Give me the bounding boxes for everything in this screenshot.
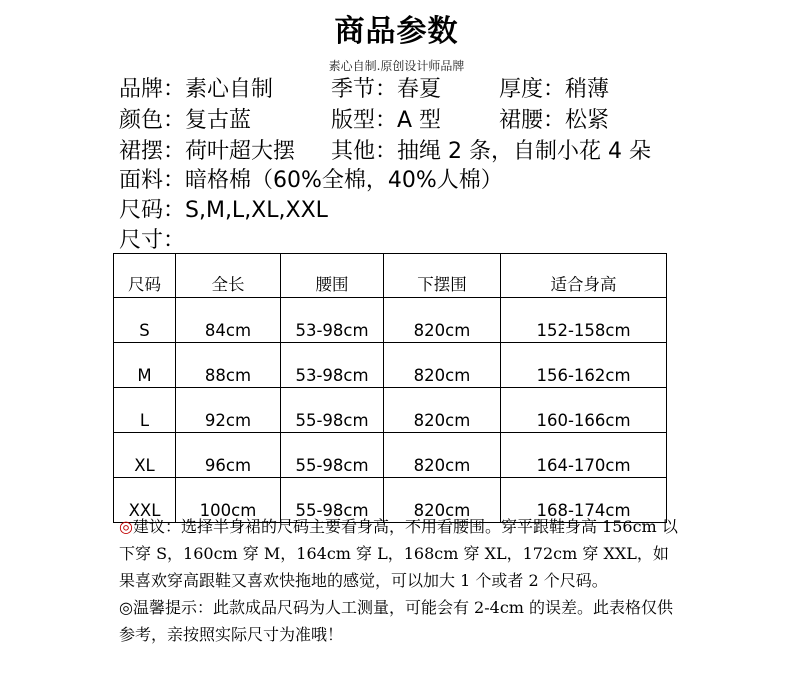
cell-hem: 820cm <box>384 388 501 433</box>
measurement-notice <box>119 594 679 648</box>
cell-height: 168-174cm <box>501 478 667 523</box>
param-color: 颜色：复古蓝 <box>119 108 252 133</box>
cell-size: M <box>114 343 176 388</box>
cell-waist: 55-98cm <box>281 433 384 478</box>
cell-hem: 820cm <box>384 298 501 343</box>
cell-hem: 820cm <box>384 478 501 523</box>
param-other: 其他：抽绳 2 条，自制小花 4 朵 <box>331 139 651 164</box>
page-title: 商品参数 <box>334 14 459 49</box>
cell-waist: 55-98cm <box>281 388 384 433</box>
param-measure-label: 尺寸： <box>119 228 186 253</box>
param-waist: 裙腰：松紧 <box>499 108 610 133</box>
size-table <box>113 253 667 523</box>
table-row <box>114 343 667 388</box>
cell-length: 92cm <box>176 388 281 433</box>
table-row <box>114 433 667 478</box>
table-row <box>114 388 667 433</box>
cell-size: L <box>114 388 176 433</box>
col-header-waist: 腰围 <box>281 254 384 298</box>
cell-height: 152-158cm <box>501 298 667 343</box>
param-fit: 版型：A 型 <box>331 108 442 133</box>
cell-size: S <box>114 298 176 343</box>
cell-size: XL <box>114 433 176 478</box>
notes-section <box>119 513 679 648</box>
table-row <box>114 298 667 343</box>
cell-height: 156-162cm <box>501 343 667 388</box>
size-advice <box>119 513 679 594</box>
col-header-height: 适合身高 <box>501 254 667 298</box>
bullet-icon: ◎ <box>119 517 133 536</box>
cell-hem: 820cm <box>384 433 501 478</box>
cell-height: 164-170cm <box>501 433 667 478</box>
param-sizes: 尺码：S,M,L,XL,XXL <box>119 198 328 223</box>
cell-length: 96cm <box>176 433 281 478</box>
param-brand: 品牌：素心自制 <box>119 77 274 102</box>
param-fabric: 面料：暗格棉（60%全棉，40%人棉） <box>119 168 503 193</box>
brand-subtitle: 素心自制.原创设计师品牌 <box>328 59 465 73</box>
measurement-notice-text: 温馨提示：此款成品尺码为人工测量，可能会有 2-4cm 的误差。此表格仅供参考，亲按照实际尺寸为准哦！ <box>119 598 674 644</box>
size-advice-text: 建议：选择半身裙的尺码主要看身高，不用看腰围。穿平跟鞋身高 156cm 以下穿 S，160cm 穿 M，164cm 穿 L，168cm 穿 XL，172cm 穿 XXL，如果喜欢穿高跟鞋又喜欢快拖地的感觉，可以加大 1 个或者 2 个尺码。 <box>119 517 678 590</box>
cell-length: 100cm <box>176 478 281 523</box>
param-hem: 裙摆：荷叶超大摆 <box>119 139 296 164</box>
table-header-row <box>114 254 667 298</box>
cell-hem: 820cm <box>384 343 501 388</box>
cell-length: 88cm <box>176 343 281 388</box>
cell-length: 84cm <box>176 298 281 343</box>
cell-waist: 53-98cm <box>281 343 384 388</box>
cell-height: 160-166cm <box>501 388 667 433</box>
cell-waist: 55-98cm <box>281 478 384 523</box>
cell-waist: 53-98cm <box>281 298 384 343</box>
col-header-hem: 下摆围 <box>384 254 501 298</box>
param-season: 季节：春夏 <box>331 77 442 102</box>
col-header-size: 尺码 <box>114 254 176 298</box>
bullet-icon: ◎ <box>119 598 133 617</box>
col-header-length: 全长 <box>176 254 281 298</box>
cell-size: XXL <box>114 478 176 523</box>
param-thickness: 厚度：稍薄 <box>499 77 610 102</box>
